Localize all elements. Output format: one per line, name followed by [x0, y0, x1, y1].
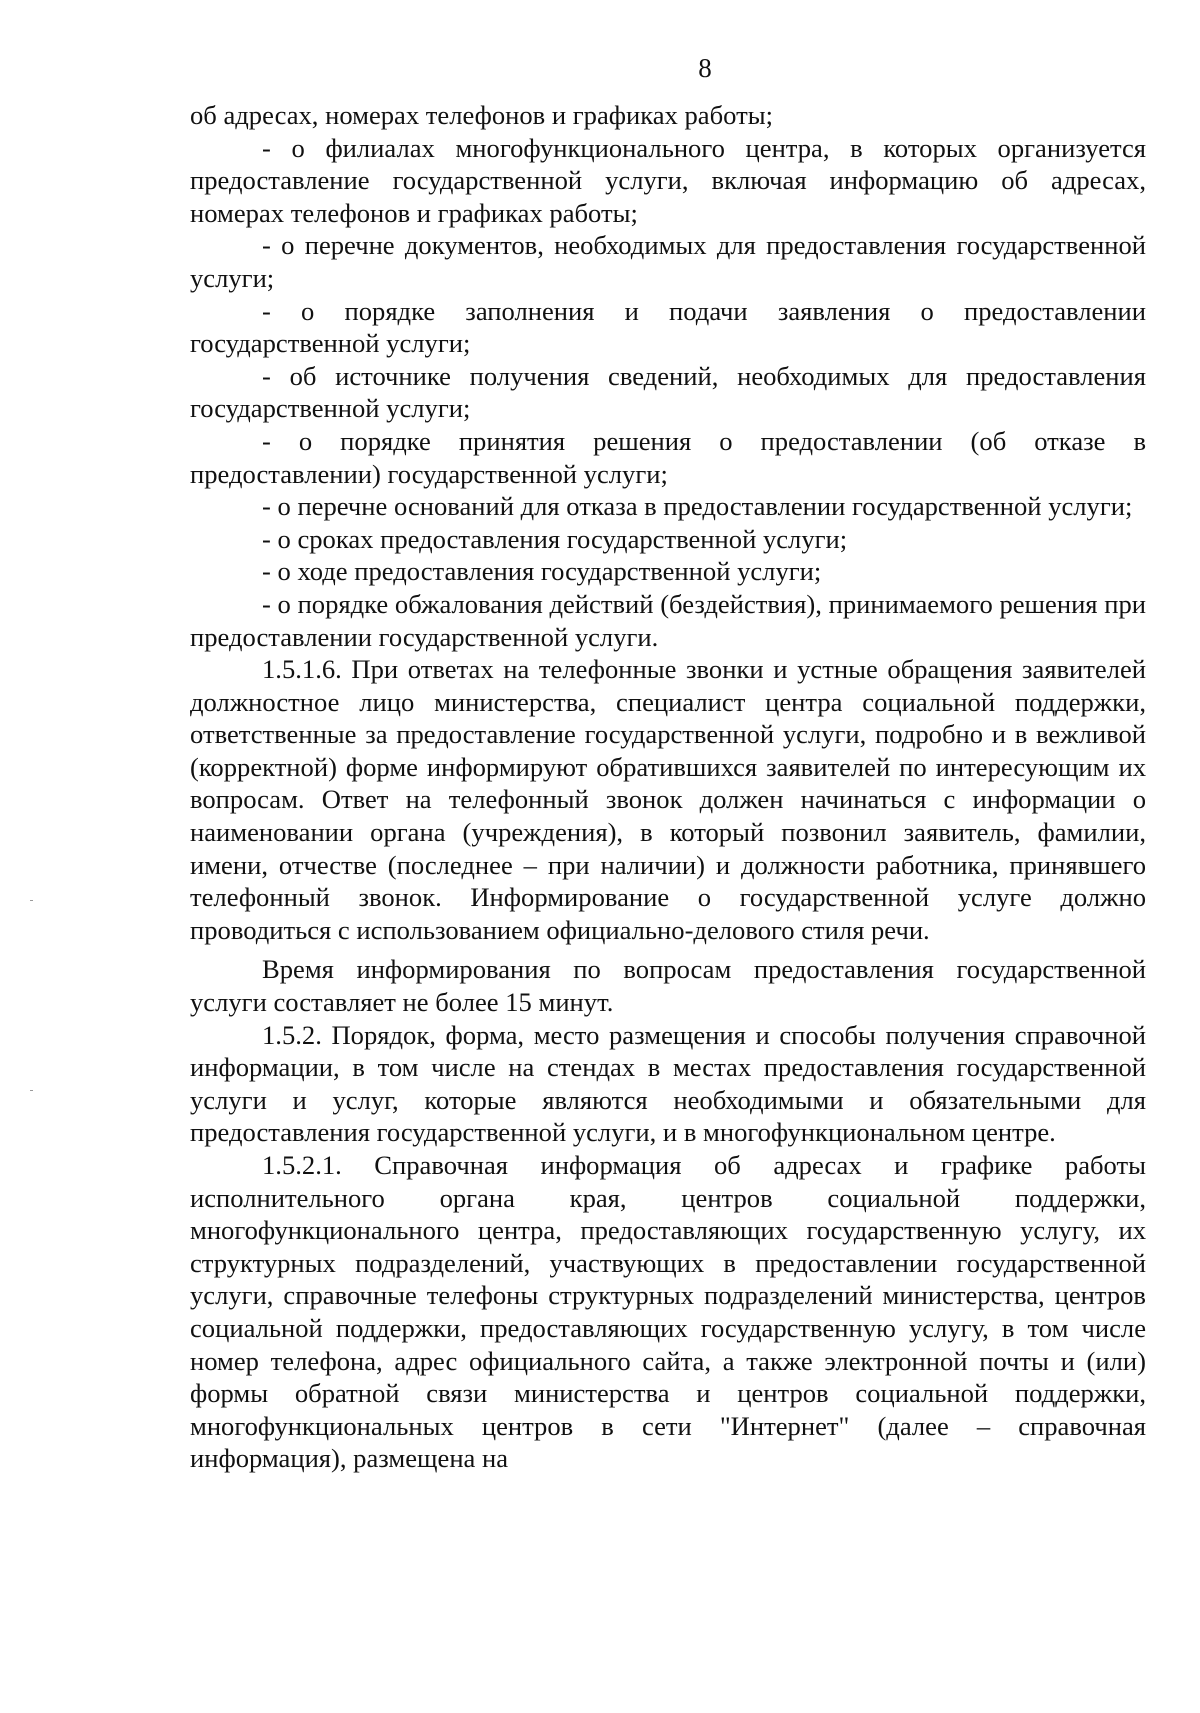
- document-body: [190, 99, 1146, 1475]
- list-item-information-source: - об источнике получения сведений, необходимых для предоставления государственной услуги;: [190, 360, 1146, 424]
- paragraph-continuation: об адресах, номерах телефонов и графиках работы;: [190, 100, 773, 130]
- list-item-refusal-grounds: - о перечне оснований для отказа в предоставлении государственной услуги;: [262, 491, 1133, 522]
- paragraph-1-5-2: 1.5.2. Порядок, форма, место размещения и способы получения справочной информации, в том числе на стендах в местах предоставления государственной услуги и услуг, которые являются необходимыми и обязательными для предоставления государственной услуги, и в многофункциональном центре.: [190, 1019, 1146, 1148]
- page-number: 8: [698, 53, 712, 83]
- list-item-application-procedure: - о порядке заполнения и подачи заявления о предоставлении государственной услуги;: [190, 295, 1146, 359]
- list-item-branches: - о филиалах многофункционального центра, в которых организуется предоставление государственной услуги, включая информацию об адресах, номерах телефонов и графиках работы;: [190, 132, 1146, 228]
- paragraph-1-5-2-1: 1.5.2.1. Справочная информация об адресах и графике работы исполнительного органа края, центров социальной поддержки, многофункционального центра, предоставляющих государственную услугу, их структурных подразделений, участвующих в предоставлении государственной услуги, справочные телефоны структурных подразделений министерства, центров социальной поддержки, предоставляющих государственную услугу, в том числе номер телефона, адрес официального сайта, а также электронной почты и (или) формы обратной связи министерства и центров социальной поддержки, многофункциональных центров в сети "Интернет" (далее – справочная информация), размещена на: [190, 1150, 1146, 1474]
- paragraph-informing-time: Время информирования по вопросам предоставления государственной услуги составляет не более 15 минут.: [190, 954, 1146, 1018]
- list-item-decision-procedure: - о порядке принятия решения о предоставлении (об отказе в предоставлении) государственной услуги;: [190, 425, 1146, 489]
- paragraph-1-5-1-6: 1.5.1.6. При ответах на телефонные звонки и устные обращения заявителей должностное лицо министерства, специалист центра социальной поддержки, ответственные за предоставление государственной услуги, подробно и в вежливой (корректной) форме информируют обратившихся заявителей по интересующим их вопросам. Ответ на телефонный звонок должен начинаться с информации о наименовании органа (учреждения), в который позвонил заявитель, фамилии, имени, отчестве (последнее – при наличии) и должности работника, принявшего телефонный звонок. Информирование о государственной услуге должно проводиться с использованием официально-делового стиля речи.: [190, 654, 1146, 945]
- list-item-progress: - о ходе предоставления государственной услуги;: [262, 556, 822, 587]
- scan-mark: [30, 900, 33, 901]
- list-item-terms: - о сроках предоставления государственной услуги;: [262, 523, 848, 554]
- scan-mark: [30, 1090, 33, 1091]
- list-item-documents: - о перечне документов, необходимых для предоставления государственной услуги;: [190, 230, 1146, 293]
- list-item-appeal: - о порядке обжалования действий (бездействия), принимаемого решения при предоставлении государственной услуги.: [190, 588, 1146, 652]
